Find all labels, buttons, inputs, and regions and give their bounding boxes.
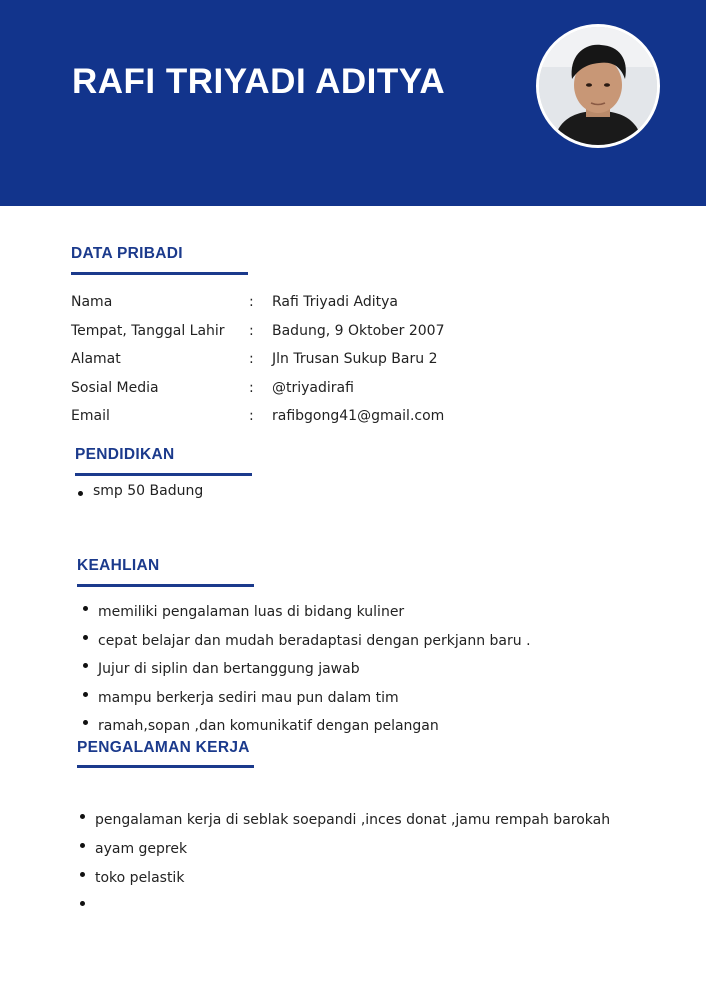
info-label: Alamat: [71, 351, 121, 367]
education-list: [76, 483, 203, 499]
list-item: Jujur di siplin dan bertanggung jawab: [81, 655, 531, 684]
list-item: smp 50 Badung: [76, 483, 203, 499]
info-separator: :: [249, 294, 254, 310]
section-divider: [77, 765, 254, 768]
info-value: @triyadirafi: [272, 380, 354, 396]
info-separator: :: [249, 351, 254, 367]
info-label: Email: [71, 408, 110, 424]
list-item: ramah,sopan ,dan komunikatif dengan pelangan: [81, 712, 531, 741]
info-label: Sosial Media: [71, 380, 159, 396]
experience-list: [78, 806, 610, 922]
info-label: Tempat, Tanggal Lahir: [71, 323, 225, 339]
section-divider: [71, 272, 248, 275]
list-item: pengalaman kerja di seblak soepandi ,inces donat ,jamu rempah barokah: [78, 806, 610, 835]
resume-name: RAFI TRIYADI ADITYA: [72, 62, 446, 101]
info-value: Jln Trusan Sukup Baru 2: [272, 351, 438, 367]
section-title-personal: DATA PRIBADI: [71, 245, 183, 262]
section-divider: [77, 584, 254, 587]
info-separator: :: [249, 323, 254, 339]
profile-photo: [536, 24, 660, 148]
section-title-skills: KEAHLIAN: [77, 557, 160, 574]
info-value: Badung, 9 Oktober 2007: [272, 323, 445, 339]
profile-photo-image: [539, 27, 657, 145]
info-value: Rafi Triyadi Aditya: [272, 294, 398, 310]
section-divider: [75, 473, 252, 476]
skills-list: [81, 598, 531, 741]
list-item: ayam geprek: [78, 835, 610, 864]
list-item: memiliki pengalaman luas di bidang kuliner: [81, 598, 531, 627]
header-banner: [0, 0, 706, 206]
section-title-experience: PENGALAMAN KERJA: [77, 739, 250, 756]
info-separator: :: [249, 380, 254, 396]
info-value: rafibgong41@gmail.com: [272, 408, 445, 424]
info-label: Nama: [71, 294, 113, 310]
list-item: [78, 893, 610, 922]
list-item: cepat belajar dan mudah beradaptasi dengan perkjann baru .: [81, 627, 531, 656]
list-item: toko pelastik: [78, 864, 610, 893]
section-title-education: PENDIDIKAN: [75, 446, 175, 463]
info-separator: :: [249, 408, 254, 424]
list-item: mampu berkerja sediri mau pun dalam tim: [81, 684, 531, 713]
